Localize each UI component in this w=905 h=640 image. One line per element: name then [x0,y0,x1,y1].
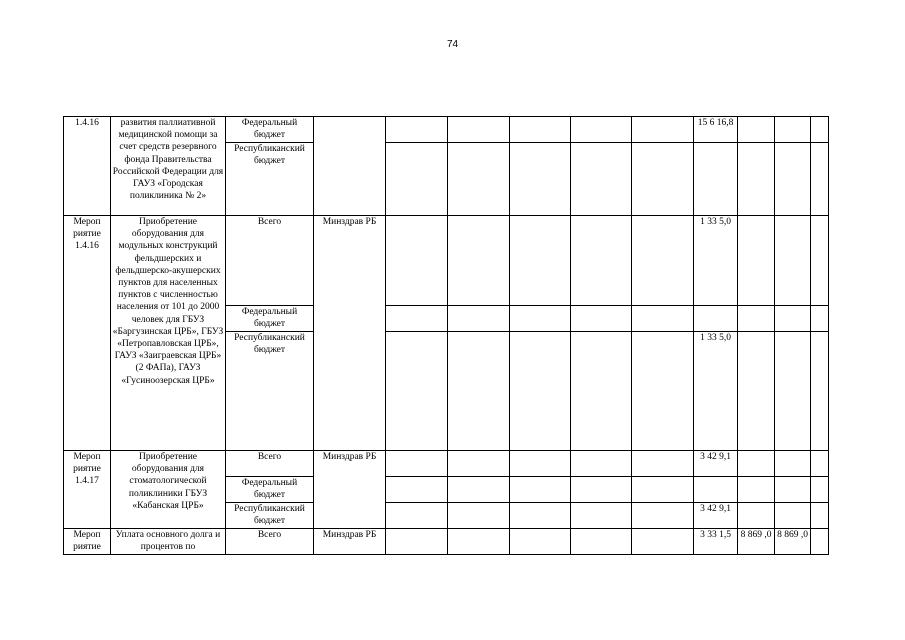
value-cell: 15 6 16,8 [694,117,738,143]
value-cell [510,451,571,477]
value-cell [775,477,811,503]
value-cell [386,503,448,529]
value-cell [811,503,829,529]
item-name: Приобретение оборудования для стоматологической поликлиники ГБУЗ «Кабанская ЦРБ» [111,451,226,529]
executor-cell: Минздрав РБ [314,529,386,555]
value-cell [386,216,448,306]
value-cell [694,306,738,332]
executor-cell: Минздрав РБ [314,216,386,451]
value-cell: 1 33 5,0 [694,332,738,451]
value-cell [448,117,510,143]
value-cell [811,332,829,451]
value-cell [694,143,738,216]
value-cell [632,216,694,306]
funding-source-republic: Республиканский бюджет [226,503,314,529]
value-cell [571,117,632,143]
table-row [64,117,829,143]
funding-source-republic: Республиканский бюджет [226,143,314,216]
value-cell [448,143,510,216]
executor-cell [314,117,386,216]
value-cell [632,503,694,529]
value-cell [775,117,811,143]
item-number: Мероп риятие 1.4.17 [64,451,111,529]
table-row [64,216,829,306]
value-cell [632,529,694,555]
value-cell [811,477,829,503]
value-cell [448,529,510,555]
value-cell [811,117,829,143]
value-cell [448,451,510,477]
value-cell: 3 42 9,1 [694,503,738,529]
item-name: Приобретение оборудования для модульных конструкций фельдшерских и фельдшерско-акушерских пунктов для населенных пунктов с численностью населения от 101 до 2000 человек для ГБУЗ «Баргузинская ЦРБ», ГБУЗ «Петропавловская ЦРБ», ГАУЗ «Заиграевская ЦРБ» (2 ФАПа), ГАУЗ «Гусиноозерская ЦРБ» [111,216,226,451]
value-cell [811,529,829,555]
funding-source-total: Всего [226,216,314,306]
value-cell [632,477,694,503]
value-cell: 1 33 5,0 [694,216,738,306]
value-cell [448,503,510,529]
value-cell [386,143,448,216]
value-cell [386,477,448,503]
value-cell [811,143,829,216]
value-cell [510,503,571,529]
value-cell [386,332,448,451]
value-cell [694,477,738,503]
value-cell [738,503,775,529]
value-cell [775,306,811,332]
value-cell [775,451,811,477]
funding-source-total: Всего [226,529,314,555]
value-cell: 3 42 9,1 [694,451,738,477]
value-cell [510,332,571,451]
value-cell [571,143,632,216]
value-cell [775,143,811,216]
value-cell [448,306,510,332]
funding-source-republic: Республиканский бюджет [226,332,314,451]
value-cell [811,306,829,332]
budget-table [63,116,829,555]
table-row [64,451,829,477]
value-cell [632,143,694,216]
value-cell [571,306,632,332]
value-cell [386,306,448,332]
item-number: Мероп риятие [64,529,111,555]
value-cell [632,117,694,143]
value-cell [775,503,811,529]
value-cell [510,117,571,143]
value-cell [775,332,811,451]
funding-source-total: Всего [226,451,314,477]
value-cell [571,332,632,451]
value-cell [775,216,811,306]
value-cell [571,503,632,529]
value-cell [811,451,829,477]
value-cell [510,216,571,306]
value-cell [448,477,510,503]
value-cell [632,306,694,332]
value-cell [738,332,775,451]
table-row [64,529,829,555]
value-cell [738,306,775,332]
value-cell [738,117,775,143]
value-cell [510,306,571,332]
value-cell [632,451,694,477]
page-number: 74 [446,39,459,50]
value-cell: 3 33 1,5 [694,529,738,555]
value-cell [738,143,775,216]
funding-source-federal: Федеральный бюджет [226,117,314,143]
value-cell [510,143,571,216]
value-cell [811,216,829,306]
value-cell [571,451,632,477]
item-number: Мероп риятие 1.4.16 [64,216,111,451]
value-cell [510,529,571,555]
item-name: развития паллиативной медицинской помощи за счет средств резервного фонда Правительства Российской Федерации для ГАУЗ «Городская поликлиника № 2» [111,117,226,216]
value-cell [448,216,510,306]
value-cell [571,529,632,555]
value-cell: 8 869 ,0 [775,529,811,555]
value-cell [632,332,694,451]
item-name: Уплата основного долга и процентов по [111,529,226,555]
value-cell [738,216,775,306]
value-cell [738,477,775,503]
value-cell [571,216,632,306]
value-cell [571,477,632,503]
value-cell [738,451,775,477]
value-cell [386,529,448,555]
value-cell: 8 869 ,0 [738,529,775,555]
value-cell [510,477,571,503]
value-cell [448,332,510,451]
item-number: 1.4.16 [64,117,111,216]
value-cell [386,451,448,477]
funding-source-federal: Федеральный бюджет [226,306,314,332]
executor-cell: Минздрав РБ [314,451,386,529]
funding-source-federal: Федеральный бюджет [226,477,314,503]
value-cell [386,117,448,143]
